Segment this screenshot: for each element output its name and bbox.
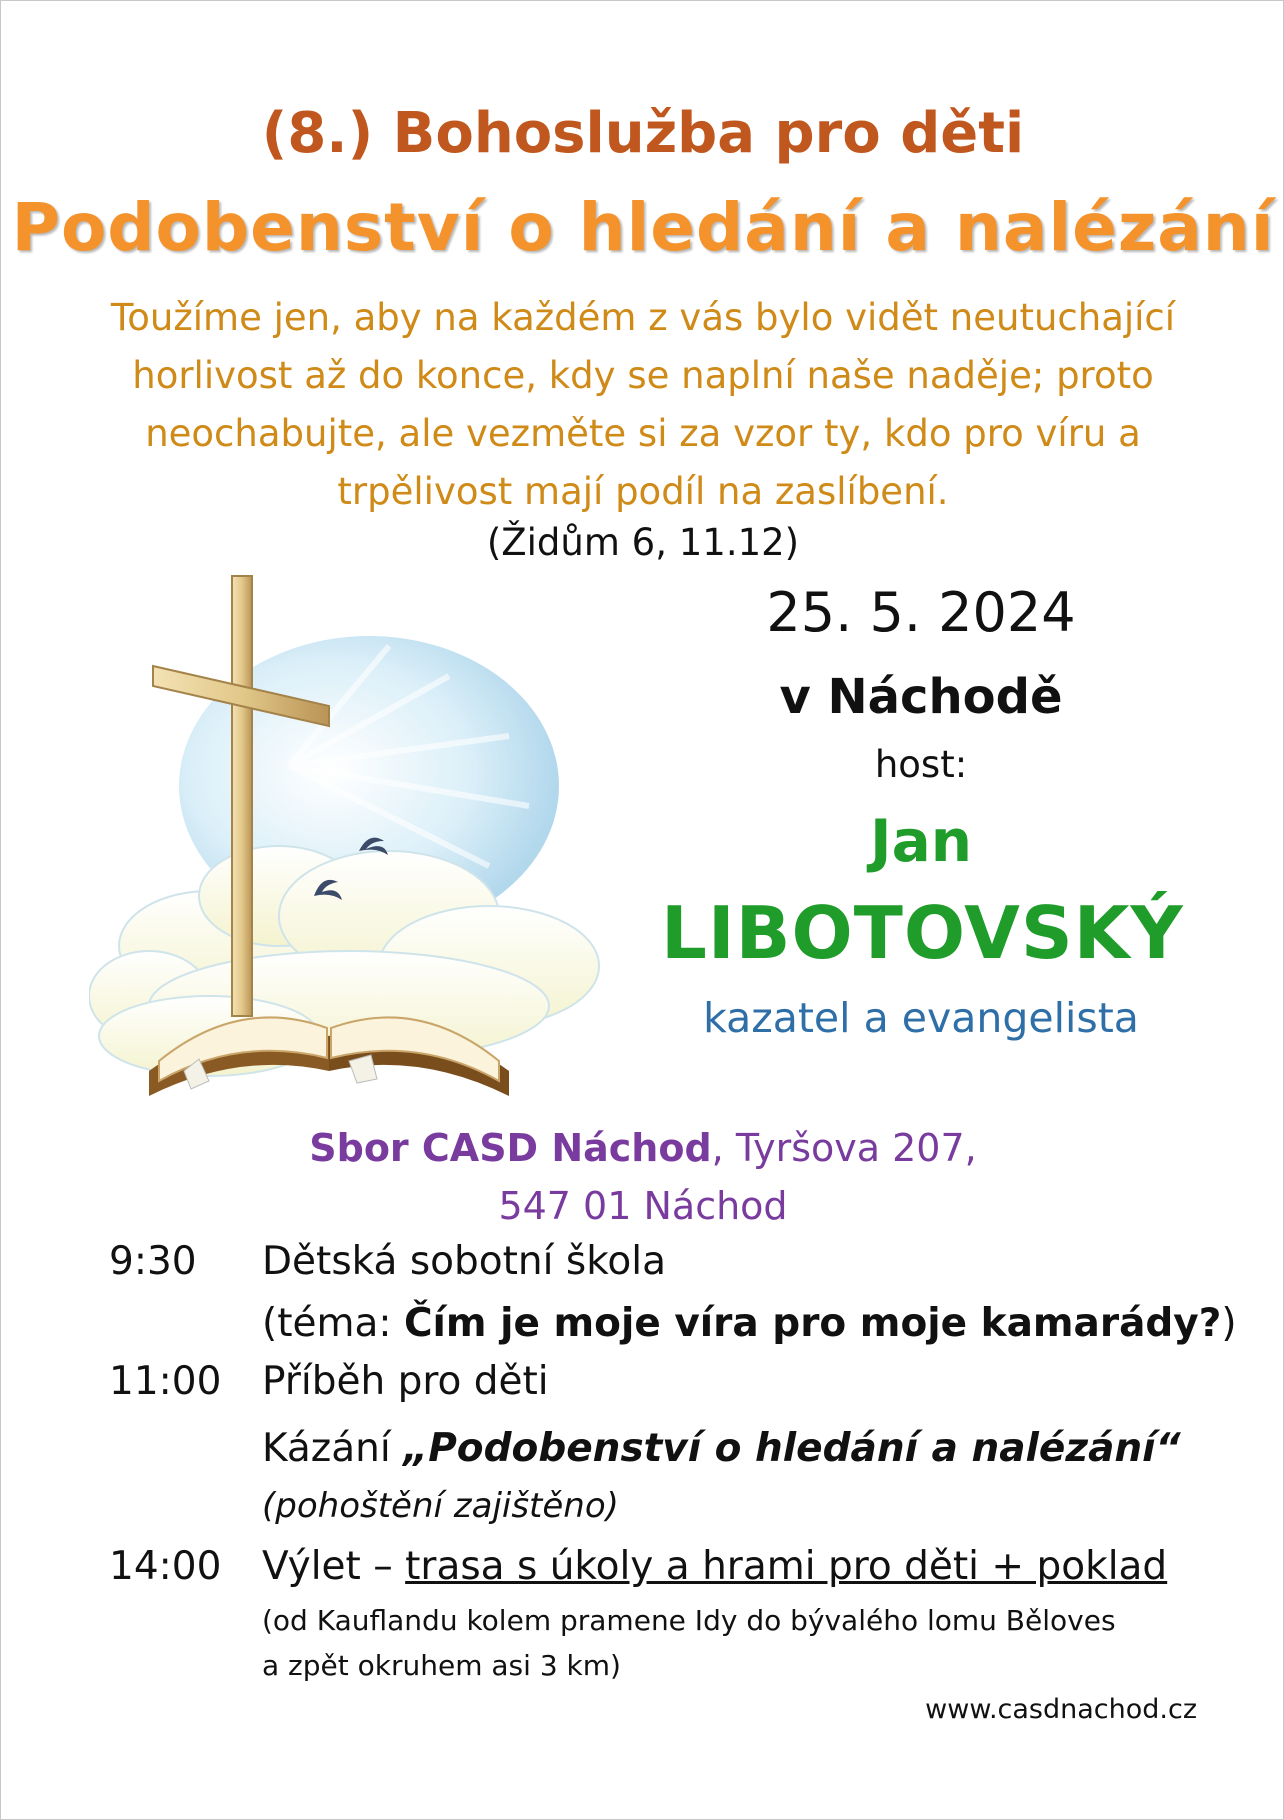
trip-description: trasa s úkoly a hrami pro děti + poklad: [405, 1544, 1168, 1589]
sermon-prefix: Kázání: [262, 1426, 404, 1471]
verse-line: trpělivost mají podíl na zaslíbení.: [337, 470, 949, 513]
route-note-line-2: a zpět okruhem asi 3 km): [262, 1649, 621, 1682]
verse-line: Toužíme jen, aby na každém z vás bylo vidět neutuchající: [110, 296, 1176, 339]
host-label: host:: [874, 743, 968, 786]
schedule-time: 11:00: [109, 1359, 222, 1404]
event-title: Podobenství o hledání a nalézání: [11, 189, 1275, 266]
route-note-line-1: (od Kauflandu kolem pramene Idy do bývalého lomu Běloves: [262, 1604, 1116, 1637]
schedule-time: 14:00: [109, 1544, 222, 1589]
topic-text: Čím je moje víra pro moje kamarády?: [403, 1301, 1222, 1346]
street: , Tyršova 207,: [711, 1126, 977, 1170]
topic-suffix: ): [1221, 1301, 1237, 1346]
sermon-line: [262, 1426, 1181, 1471]
schedule-topic: [262, 1301, 1237, 1346]
refreshments-note: (pohoštění zajištěno): [262, 1486, 619, 1526]
schedule-time: 9:30: [109, 1239, 197, 1284]
verse-line: neochabujte, ale vezměte si za vzor ty, kdo pro víru a: [145, 412, 1141, 455]
website-link[interactable]: www.casdnachod.cz: [925, 1694, 1197, 1725]
sermon-title: „Podobenství o hledání a nalézání“: [403, 1426, 1181, 1471]
trip-label: Výlet –: [262, 1544, 406, 1589]
cross-book-clouds-illustration: [89, 566, 629, 1096]
event-place: v Náchodě: [779, 669, 1063, 725]
bible-verse: [81, 289, 1205, 521]
schedule-title: [262, 1544, 1167, 1589]
event-date: 25. 5. 2024: [766, 581, 1076, 644]
event-subtitle: (8.) Bohoslužba pro děti: [261, 101, 1025, 166]
host-first-name: Jan: [869, 807, 972, 875]
host-role: kazatel a evangelista: [703, 994, 1139, 1042]
address-line-1: [1, 1126, 1284, 1170]
schedule-title: Příběh pro děti: [262, 1359, 549, 1404]
verse-line: horlivost až do konce, kdy se naplní naše naděje; proto: [132, 354, 1154, 397]
verse-reference: (Židům 6, 11.12): [486, 521, 800, 564]
topic-prefix: (téma:: [262, 1301, 404, 1346]
church-name: Sbor CASD Náchod: [309, 1126, 712, 1170]
schedule-title: Dětská sobotní škola: [262, 1239, 666, 1284]
address-line-2: 547 01 Náchod: [498, 1184, 788, 1228]
host-last-name: LIBOTOVSKÝ: [661, 891, 1184, 975]
